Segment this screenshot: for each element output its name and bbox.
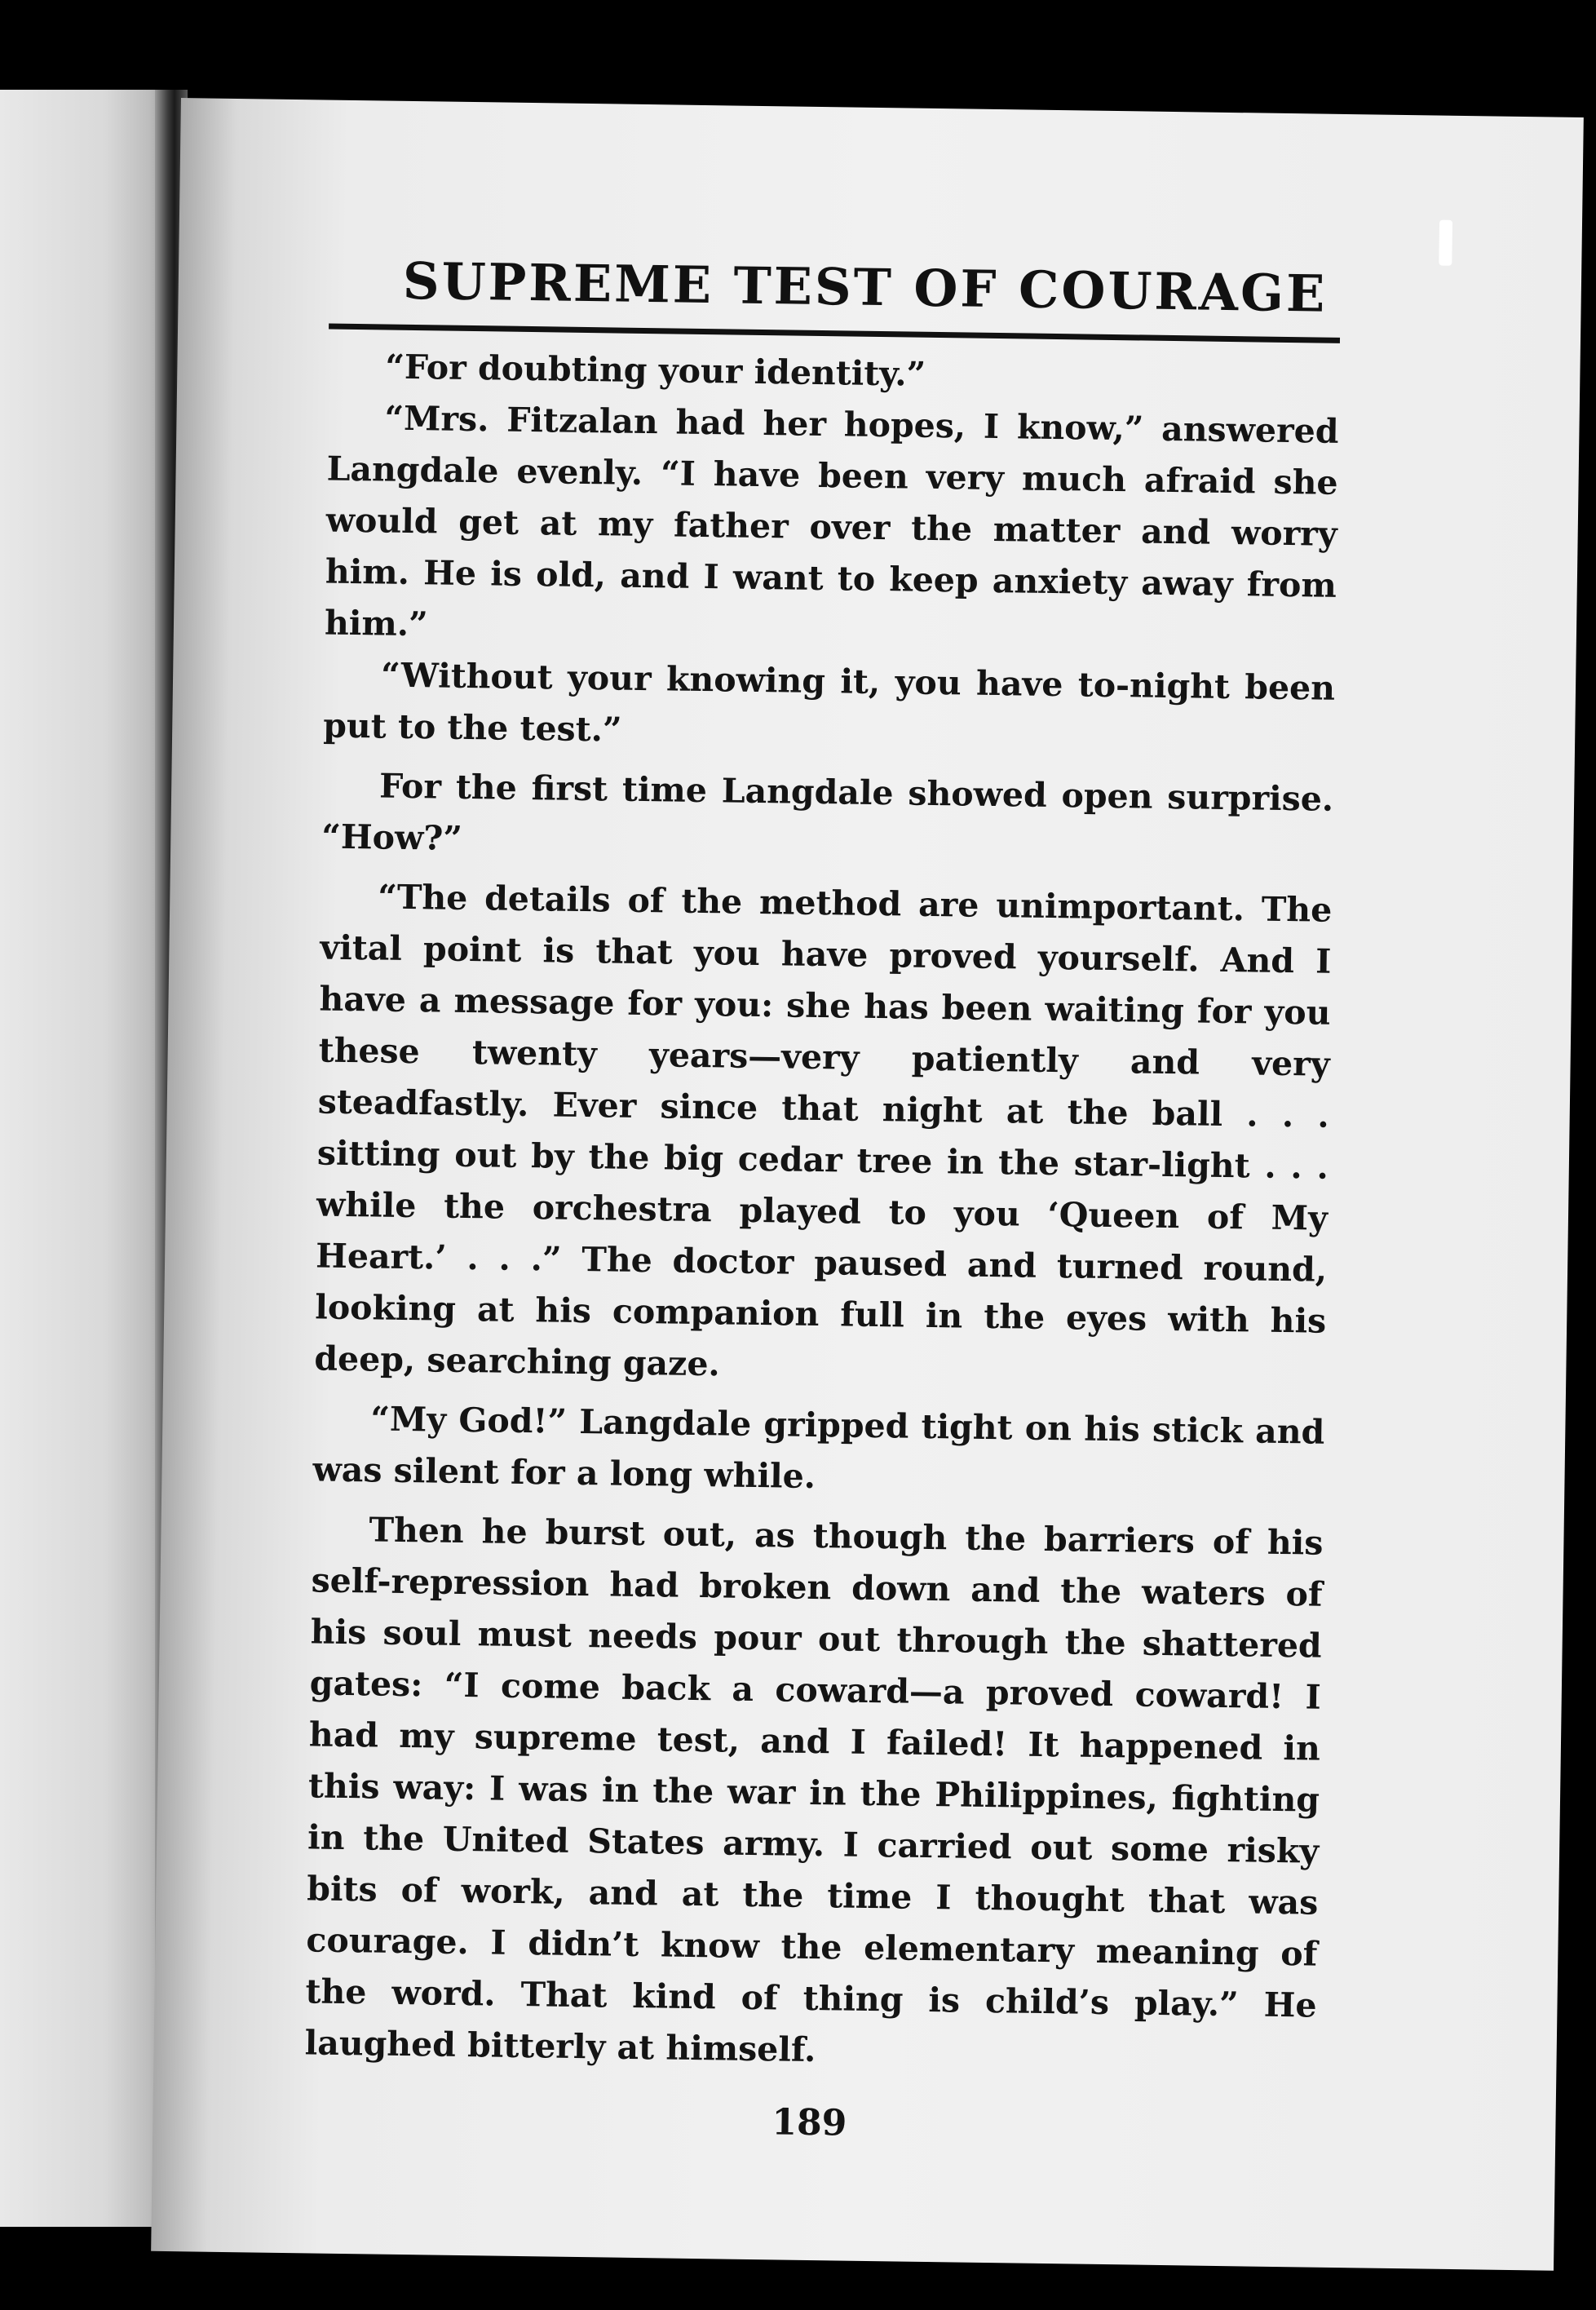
- header-rule: [329, 324, 1340, 343]
- running-head: SUPREME TEST OF COURAGE: [402, 250, 1328, 324]
- paragraph: “Mrs. Fitzalan had her hopes, I know,” answered Langdale evenly. “I have been very much afraid she would get at my father over the matter and worry him. He is old, and I want to keep anxiety away from him.”: [324, 398, 1339, 644]
- book-page: [151, 98, 1584, 2271]
- paragraph: “Without your knowing it, you have to-night been put to the test.”: [322, 655, 1336, 750]
- paragraph: Then he burst out, as though the barriers of his self-repression had broken down and the waters of his soul must needs pour out through the shattered gates: “I come back a coward—a proved coward! I had my supreme test, and I failed! It happened in this way: I was in the war in the Philippines, fighting in the United States army. I carried out some risky bits of work, and at the time I thought that was courage. I didn’t know the elementary meaning of the word. That kind of thing is child’s play.” He laughed bitterly at himself.: [304, 1510, 1324, 2070]
- facing-page-edge: [0, 90, 175, 2227]
- paragraph: For the first time Langdale showed open surprise. “How?”: [321, 766, 1334, 858]
- paragraph: “My God!” Langdale gripped tight on his stick and was silent for a long while.: [312, 1399, 1325, 1497]
- page-content: [303, 250, 1520, 2153]
- paragraph: “The details of the method are unimportant. The vital point is that you have proved yourself. And I have a message for you: she has been waiting for you these twenty years—very patiently and very steadfastly. Ever since that night at the ball . . . sitting out by the big cedar tree in the star-light . . . while the orchestra played to you ‘Queen of My Heart.’ . . .” The doctor paused and turned round, looking at his companion full in the eyes with his deep, searching gaze.: [314, 877, 1333, 1384]
- page-number: 189: [771, 2101, 847, 2144]
- paragraph: “For doubting your identity.”: [385, 347, 926, 394]
- body-text: [304, 341, 1339, 2083]
- page-corner-mark: [1439, 220, 1452, 266]
